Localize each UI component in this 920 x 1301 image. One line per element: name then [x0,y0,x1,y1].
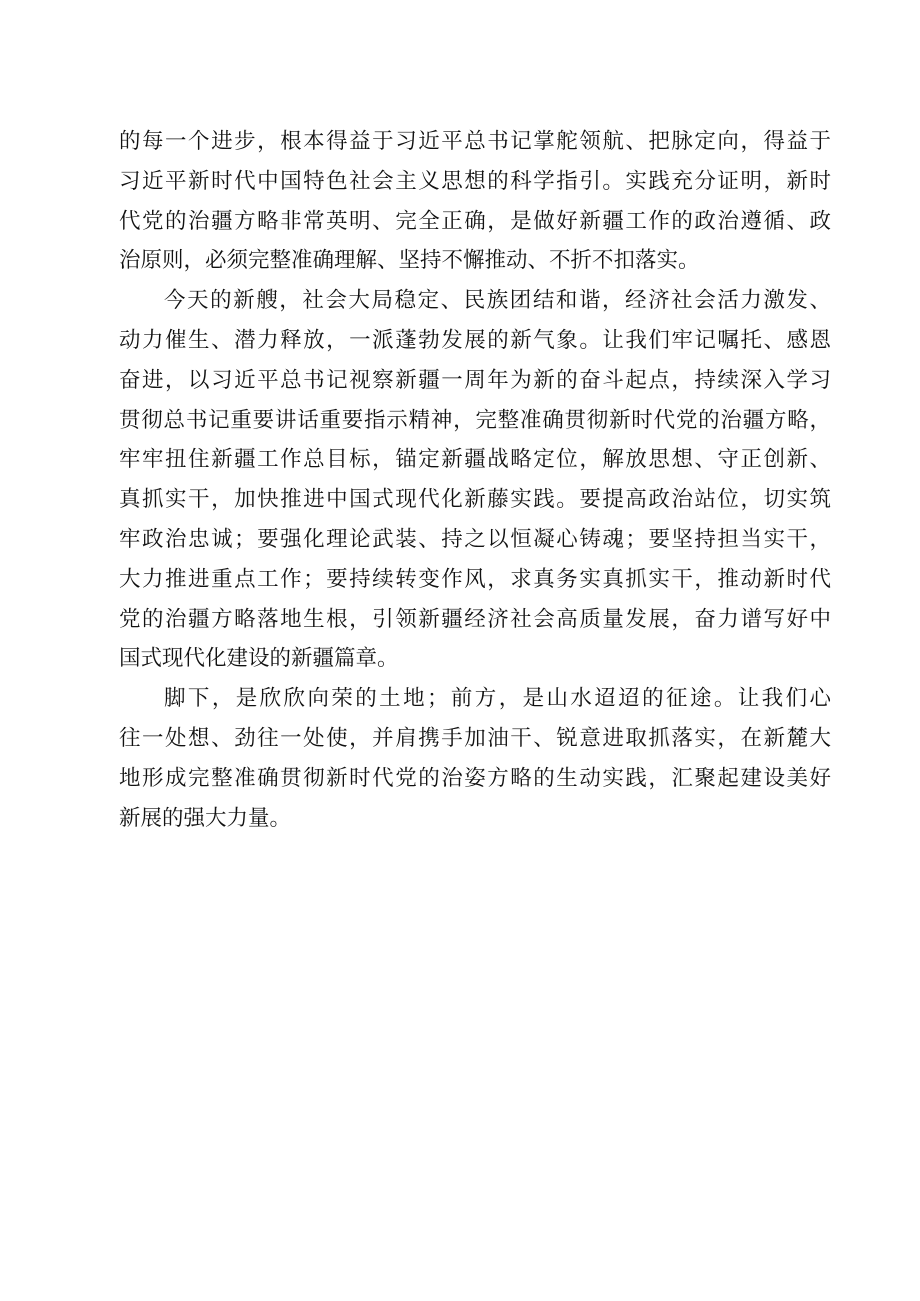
text-line: 的每一个进步，根本得益于习近平总书记掌舵领航、把脉定向，得益于 [119,129,831,154]
text-line: 大力推进重点工作；要持续转变作风，求真务实真抓实干，推动新时代 [119,566,831,592]
text-line: 牢政治忠诚；要强化理论武装、持之以恒凝心铸魂；要坚持担当实干， [119,526,831,552]
text-line: 贯彻总书记重要讲话重要指示精神，完整准确贯彻新时代党的治疆方略， [119,407,831,433]
paragraph-3 [119,679,831,838]
text-line: 新展的强大力量。 [119,805,292,831]
text-line: 真抓实干，加快推进中国式现代化新藤实践。要提高政治站位，切实筑 [119,487,831,513]
paragraph-1 [119,122,831,281]
paragraph-2 [119,281,831,679]
text-line: 党的治疆方略落地生根，引领新疆经济社会高质量发展，奋力谱写好中 [119,606,831,632]
text-line: 动力催生、潜力释放，一派蓬勃发展的新气象。让我们牢记嘱托、感恩 [119,327,831,353]
text-line: 奋进，以习近平总书记视察新疆一周年为新的奋斗起点，持续深入学习 [119,367,831,393]
text-line: 治原则，必须完整准确理解、坚持不懈推动、不折不扣落实。 [119,248,700,274]
body-text [119,122,831,838]
text-line: 牢牢扭住新疆工作总目标，锚定新疆战略定位，解放思想、守正创新、 [119,447,831,473]
text-line: 脚下，是欣欣向荣的土地；前方，是山水迢迢的征途。让我们心 [164,686,831,712]
text-line: 国式现代化建设的新疆篇章。 [119,646,399,672]
text-line: 往一处想、劲往一处使，并肩携手加油干、锐意进取抓落实，在新麓大 [119,725,831,751]
text-line: 地形成完整准确贯彻新时代党的治姿方略的生动实践，汇聚起建设美好 [119,765,831,791]
text-line: 今天的新艘，社会大局稳定、民族团结和谐，经济社会活力激发、 [164,288,831,314]
text-line: 习近平新时代中国特色社会主义思想的科学指引。实践充分证明，新时 [119,168,831,194]
text-line: 代党的治疆方略非常英明、完全正确，是做好新疆工作的政治遵循、政 [119,208,831,234]
